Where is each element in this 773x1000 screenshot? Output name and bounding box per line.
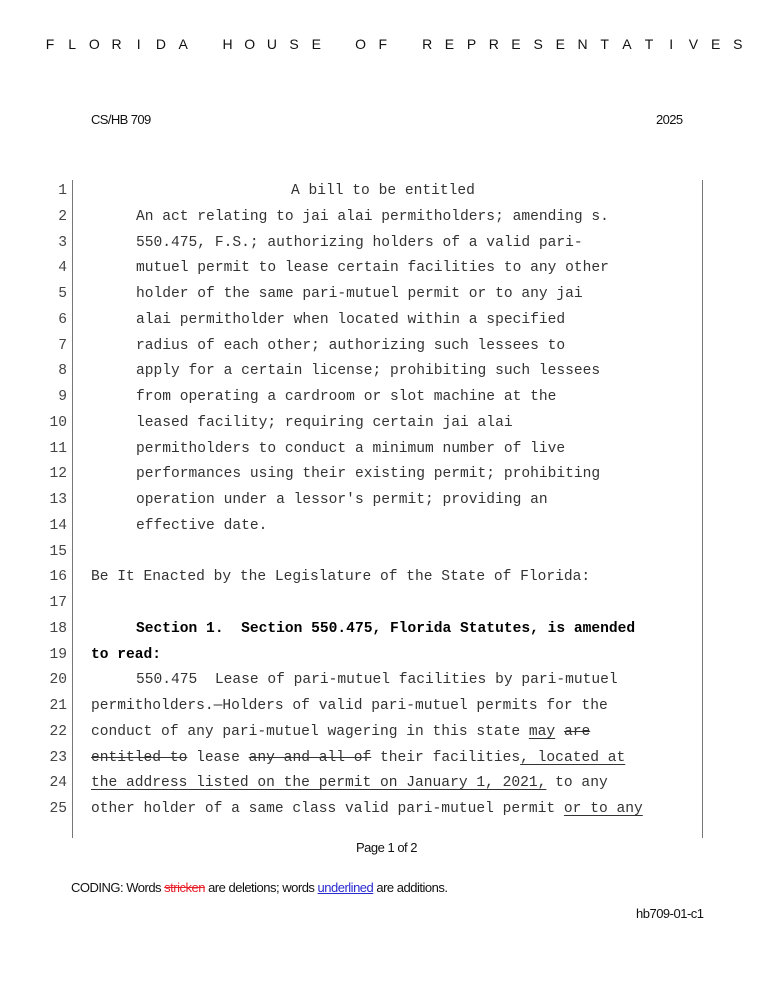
chamber-letter: L <box>68 36 77 52</box>
chamber-header <box>44 36 744 52</box>
bill-line <box>0 283 773 305</box>
chamber-letter: A <box>622 36 632 52</box>
bill-line <box>0 180 773 202</box>
chamber-letter: E <box>311 36 321 52</box>
bill-line <box>0 232 773 254</box>
coding-suffix: are additions. <box>373 880 448 895</box>
chamber-letter: E <box>444 36 455 52</box>
bill-line <box>0 489 773 511</box>
coding-legend <box>71 880 447 895</box>
text-segment: permitholders to conduct a minimum number of live <box>136 440 566 457</box>
line-number: 15 <box>49 543 67 560</box>
chamber-letter: R <box>111 36 122 52</box>
chamber-letter: V <box>688 36 699 52</box>
line-number: 4 <box>58 260 67 277</box>
chamber-letter: E <box>710 36 721 52</box>
bill-line <box>0 206 773 228</box>
text-segment: mutuel permit to lease certain facilities to any other <box>136 260 609 277</box>
line-text <box>136 386 556 408</box>
line-text <box>136 515 267 537</box>
text-segment: from operating a cardroom or slot machine at the <box>136 389 557 405</box>
chamber-letter: I <box>136 36 141 52</box>
line-number: 3 <box>58 234 67 251</box>
line-number: 6 <box>58 311 67 328</box>
line-number: 11 <box>49 440 67 457</box>
chamber-letter: U <box>266 36 277 52</box>
line-text <box>136 412 513 434</box>
line-text <box>91 695 608 717</box>
text-segment: An act relating to jai alai permitholders; amending s. <box>136 208 609 225</box>
bill-line <box>0 721 773 743</box>
text-segment: 550.475, F.S.; authorizing holders of a valid pari- <box>136 234 583 251</box>
bill-line <box>0 695 773 717</box>
inserted-text: may <box>528 723 556 740</box>
chamber-letter: S <box>289 36 299 52</box>
page-number: Page 1 of 2 <box>356 840 417 855</box>
text-segment: permitholders.—Holders of valid pari-mutuel permits for the <box>91 698 608 714</box>
chamber-letter <box>399 36 411 52</box>
text-segment: their facilities <box>371 749 521 766</box>
line-text <box>91 566 590 588</box>
line-number: 2 <box>58 208 67 225</box>
line-text <box>291 180 475 202</box>
chamber-letter: I <box>669 36 674 52</box>
text-segment: Be It Enacted by the Legislature of the State of Florida: <box>91 569 591 586</box>
chamber-letter <box>332 36 344 52</box>
line-text <box>136 360 600 382</box>
line-number: 14 <box>49 517 67 534</box>
text-segment <box>555 724 564 740</box>
deleted-text: entitled to <box>91 749 188 766</box>
line-text <box>136 283 583 305</box>
line-number: 22 <box>49 723 67 740</box>
line-number: 10 <box>49 414 67 431</box>
line-text <box>91 798 643 820</box>
line-text <box>136 335 565 357</box>
chamber-letter: O <box>244 36 256 52</box>
line-number: 5 <box>58 286 67 302</box>
coding-prefix: CODING: Words <box>71 880 165 895</box>
line-number: 24 <box>49 775 67 792</box>
text-segment: performances using their existing permit; prohibiting <box>136 466 601 483</box>
chamber-letter: E <box>511 36 521 52</box>
line-text <box>91 721 590 743</box>
bill-line <box>0 592 773 614</box>
bill-line <box>0 669 773 691</box>
coding-middle: are deletions; words <box>204 880 318 895</box>
line-text <box>91 644 161 666</box>
text-segment: A bill to be entitled <box>291 183 475 199</box>
bill-line <box>0 309 773 331</box>
text-segment: conduct of any pari-mutuel wagering in this state <box>91 723 529 740</box>
line-text <box>136 206 609 228</box>
bill-line <box>0 541 773 563</box>
bill-line <box>0 515 773 537</box>
line-number: 9 <box>58 389 67 405</box>
bill-line <box>0 386 773 408</box>
line-text <box>136 618 635 640</box>
text-segment: 550.475 Lease of pari-mutuel facilities by pari-mutuel <box>136 672 618 689</box>
bill-line <box>0 618 773 640</box>
line-number: 17 <box>49 595 67 611</box>
chamber-letter: S <box>533 36 543 52</box>
bill-line <box>0 772 773 794</box>
document-code: hb709-01-c1 <box>636 906 704 921</box>
inserted-text: , located at <box>520 749 626 766</box>
chamber-letter: R <box>422 36 433 52</box>
line-text <box>136 489 548 511</box>
deleted-text: are <box>563 723 591 740</box>
bill-line <box>0 360 773 382</box>
chamber-letter: O <box>355 36 367 52</box>
text-segment: effective date. <box>136 517 268 534</box>
chamber-letter: F <box>45 36 55 52</box>
chamber-letter: F <box>378 36 388 52</box>
chamber-letter: S <box>733 36 743 52</box>
chamber-letter: R <box>488 36 499 52</box>
line-text <box>136 232 583 254</box>
line-number: 7 <box>58 337 67 354</box>
line-number: 1 <box>58 183 67 199</box>
bold-text: to read: <box>91 646 162 663</box>
chamber-letter: D <box>155 36 166 52</box>
chamber-letter: H <box>222 36 233 52</box>
line-number: 20 <box>49 672 67 689</box>
line-number: 19 <box>49 646 67 663</box>
line-text <box>136 463 600 485</box>
line-number: 25 <box>49 801 67 817</box>
line-number: 16 <box>49 569 67 586</box>
line-number: 13 <box>49 492 67 508</box>
text-segment: holder of the same pari-mutuel permit or to any jai <box>136 286 583 302</box>
line-text <box>136 309 565 331</box>
text-segment: lease <box>187 749 249 766</box>
inserted-text: or to any <box>563 801 643 817</box>
bill-line <box>0 566 773 588</box>
chamber-letter: T <box>644 36 654 52</box>
line-number: 18 <box>49 620 67 637</box>
bill-line <box>0 463 773 485</box>
line-text <box>136 669 618 691</box>
bill-line <box>0 257 773 279</box>
line-number: 23 <box>49 749 67 766</box>
line-text <box>136 257 609 279</box>
line-number: 12 <box>49 466 67 483</box>
text-segment: apply for a certain license; prohibiting such lessees <box>136 363 601 380</box>
text-segment: leased facility; requiring certain jai alai <box>136 414 513 431</box>
chamber-letter: E <box>555 36 565 52</box>
bill-id: CS/HB 709 <box>91 112 151 127</box>
line-number: 21 <box>49 698 67 714</box>
coding-stricken-example: stricken <box>164 880 205 895</box>
line-text <box>91 772 608 794</box>
text-segment: other holder of a same class valid pari-mutuel permit <box>91 801 564 817</box>
coding-underlined-example: underlined <box>317 880 374 895</box>
bill-year: 2025 <box>656 112 683 127</box>
chamber-letter <box>199 36 211 52</box>
chamber-letter: T <box>600 36 609 52</box>
chamber-letter: N <box>577 36 588 52</box>
chamber-letter: P <box>466 36 477 52</box>
bold-text: Section 1. Section 550.475, Florida Statutes, is amended <box>136 620 636 637</box>
text-segment: radius of each other; authorizing such lessees to <box>136 337 566 354</box>
bill-line <box>0 412 773 434</box>
bill-line <box>0 798 773 820</box>
chamber-letter: A <box>178 36 188 52</box>
deleted-text: any and all of <box>248 749 372 766</box>
line-number: 8 <box>58 363 67 380</box>
line-text <box>136 438 565 460</box>
bill-line <box>0 335 773 357</box>
line-text <box>91 747 625 769</box>
bill-line <box>0 438 773 460</box>
chamber-letter: O <box>88 36 100 52</box>
text-segment: alai permitholder when located within a specified <box>136 311 566 328</box>
inserted-text: the address listed on the permit on January 1, 2021, <box>91 775 547 792</box>
bill-line <box>0 747 773 769</box>
text-segment: operation under a lessor's permit; providing an <box>136 492 548 508</box>
bill-line <box>0 644 773 666</box>
text-segment: to any <box>546 775 608 792</box>
